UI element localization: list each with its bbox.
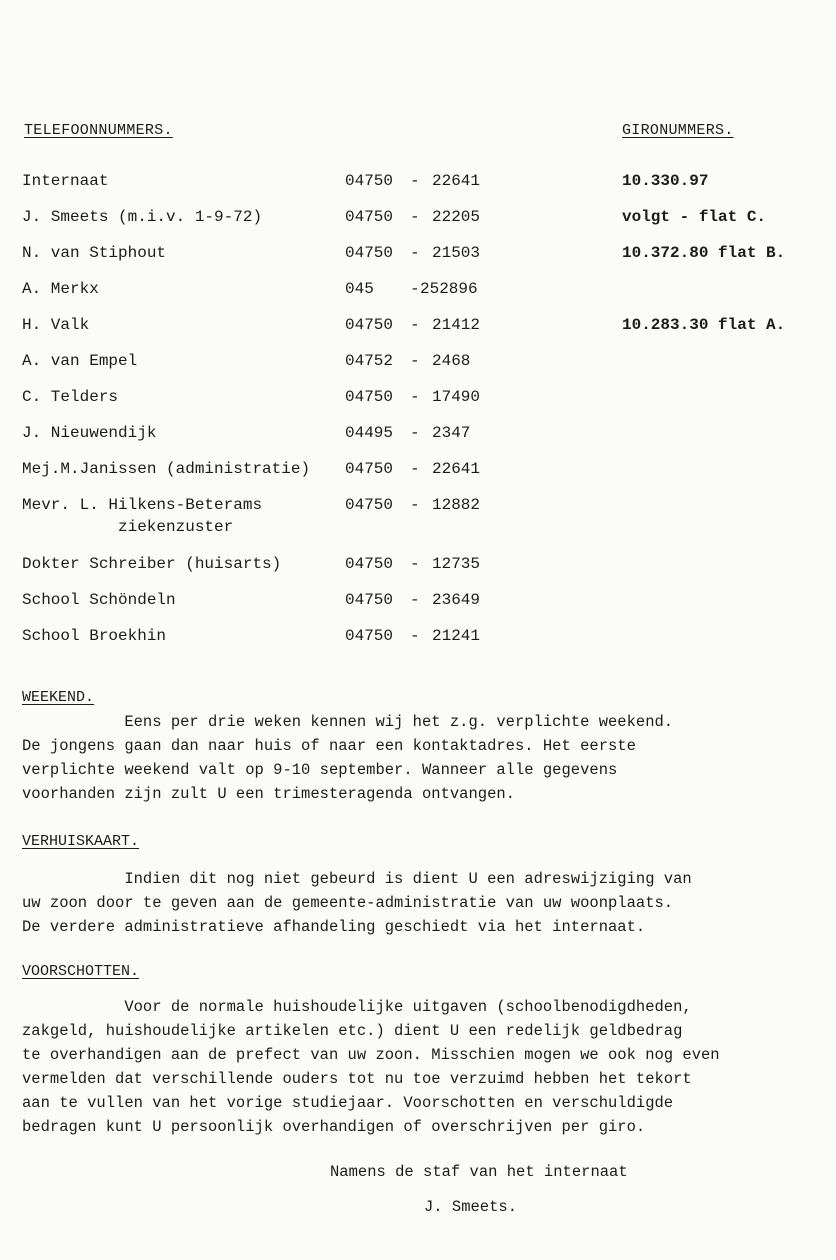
giro-number: 10.330.97 xyxy=(622,172,709,190)
giro-numbers-heading: GIRONUMMERS. xyxy=(622,122,734,139)
area-code: 045 xyxy=(345,280,374,298)
paragraph-line: De jongens gaan dan naar huis of naar een kontaktadres. Het eerste xyxy=(22,737,636,755)
weekend-heading: WEEKEND. xyxy=(22,689,95,706)
contact-name: J. Smeets (m.i.v. 1-9-72) xyxy=(22,208,263,226)
contact-name: Mevr. L. Hilkens-Beterams xyxy=(22,496,263,514)
contact-name: School Schöndeln xyxy=(22,591,176,609)
paragraph-line: Indien dit nog niet gebeurd is dient U een adreswijziging van xyxy=(22,870,692,888)
phone-number: 21412 xyxy=(432,316,481,334)
paragraph-line: De verdere administratieve afhandeling geschiedt via het internaat. xyxy=(22,918,646,936)
contact-subtitle: ziekenzuster xyxy=(118,518,234,536)
contact-name: H. Valk xyxy=(22,316,90,334)
phone-number: 22641 xyxy=(432,460,481,478)
contact-row xyxy=(0,352,836,382)
separator-dash: - xyxy=(410,424,420,442)
area-code: 04750 xyxy=(345,244,394,262)
separator-dash: - xyxy=(410,388,420,406)
contact-row xyxy=(0,424,836,454)
phone-numbers-heading: TELEFOONNUMMERS. xyxy=(24,122,173,139)
giro-number: 10.372.80 flat B. xyxy=(622,244,786,262)
area-code: 04752 xyxy=(345,352,394,370)
contact-name: N. van Stiphout xyxy=(22,244,167,262)
voorschotten-paragraph xyxy=(22,995,822,1139)
paragraph-line: Eens per drie weken kennen wij het z.g. verplichte weekend. xyxy=(22,713,674,731)
separator-dash: - xyxy=(410,460,420,478)
area-code: 04750 xyxy=(345,555,394,573)
area-code: 04750 xyxy=(345,388,394,406)
contact-name: C. Telders xyxy=(22,388,119,406)
weekend-paragraph xyxy=(22,710,822,806)
area-code: 04750 xyxy=(345,627,394,645)
giro-number: 10.283.30 flat A. xyxy=(622,316,786,334)
signature-line: Namens de staf van het internaat xyxy=(330,1163,628,1181)
separator-dash: - xyxy=(410,555,420,573)
phone-number: 252896 xyxy=(420,280,478,298)
area-code: 04750 xyxy=(345,460,394,478)
phone-number: 2468 xyxy=(432,352,471,370)
paragraph-line: te overhandigen aan de prefect van uw zoon. Misschien mogen we ook nog even xyxy=(22,1046,720,1064)
phone-number: 22205 xyxy=(432,208,481,226)
phone-number: 12882 xyxy=(432,496,481,514)
area-code: 04750 xyxy=(345,496,394,514)
giro-number: volgt - flat C. xyxy=(622,208,767,226)
contact-name: A. Merkx xyxy=(22,280,99,298)
contact-row xyxy=(0,208,836,238)
paragraph-line: bedragen kunt U persoonlijk overhandigen of overschrijven per giro. xyxy=(22,1118,646,1136)
separator-dash: - xyxy=(410,280,420,298)
area-code: 04750 xyxy=(345,591,394,609)
separator-dash: - xyxy=(410,352,420,370)
paragraph-line: aan te vullen van het vorige studiejaar. Voorschotten en verschuldigde xyxy=(22,1094,674,1112)
contact-row xyxy=(0,244,836,274)
contact-row xyxy=(0,460,836,490)
contact-name: School Broekhin xyxy=(22,627,167,645)
separator-dash: - xyxy=(410,627,420,645)
verhuiskaart-paragraph xyxy=(22,867,822,939)
contact-name: Dokter Schreiber (huisarts) xyxy=(22,555,282,573)
paragraph-line: zakgeld, huishoudelijke artikelen etc.) dient U een redelijk geldbedrag xyxy=(22,1022,683,1040)
contact-row xyxy=(0,316,836,346)
contact-name: J. Nieuwendijk xyxy=(22,424,157,442)
separator-dash: - xyxy=(410,496,420,514)
separator-dash: - xyxy=(410,591,420,609)
contact-row xyxy=(0,280,836,310)
area-code: 04750 xyxy=(345,208,394,226)
contact-row xyxy=(0,591,836,621)
phone-number: 23649 xyxy=(432,591,481,609)
phone-number: 2347 xyxy=(432,424,471,442)
separator-dash: - xyxy=(410,208,420,226)
contact-name: Mej.M.Janissen (administratie) xyxy=(22,460,311,478)
area-code: 04750 xyxy=(345,172,394,190)
paragraph-line: verplichte weekend valt op 9-10 september. Wanneer alle gegevens xyxy=(22,761,618,779)
contact-name: Internaat xyxy=(22,172,109,190)
phone-number: 17490 xyxy=(432,388,481,406)
verhuiskaart-heading: VERHUISKAART. xyxy=(22,833,140,850)
signatory-name: J. Smeets. xyxy=(424,1198,518,1216)
phone-number: 21241 xyxy=(432,627,481,645)
paragraph-line: uw zoon door te geven aan de gemeente-administratie van uw woonplaats. xyxy=(22,894,674,912)
paragraph-line: voorhanden zijn zult U een trimesteragenda ontvangen. xyxy=(22,785,515,803)
contact-row xyxy=(0,555,836,585)
phone-number: 21503 xyxy=(432,244,481,262)
contact-row xyxy=(0,627,836,657)
phone-number: 22641 xyxy=(432,172,481,190)
paragraph-line: Voor de normale huishoudelijke uitgaven (schoolbenodigdheden, xyxy=(22,998,692,1016)
area-code: 04750 xyxy=(345,316,394,334)
contact-row xyxy=(0,496,836,536)
separator-dash: - xyxy=(410,316,420,334)
contact-row xyxy=(0,172,836,202)
separator-dash: - xyxy=(410,172,420,190)
area-code: 04495 xyxy=(345,424,394,442)
voorschotten-heading: VOORSCHOTTEN. xyxy=(22,963,140,980)
separator-dash: - xyxy=(410,244,420,262)
contact-row xyxy=(0,388,836,418)
contact-name: A. van Empel xyxy=(22,352,138,370)
paragraph-line: vermelden dat verschillende ouders tot nu toe verzuimd hebben het tekort xyxy=(22,1070,692,1088)
phone-number: 12735 xyxy=(432,555,481,573)
